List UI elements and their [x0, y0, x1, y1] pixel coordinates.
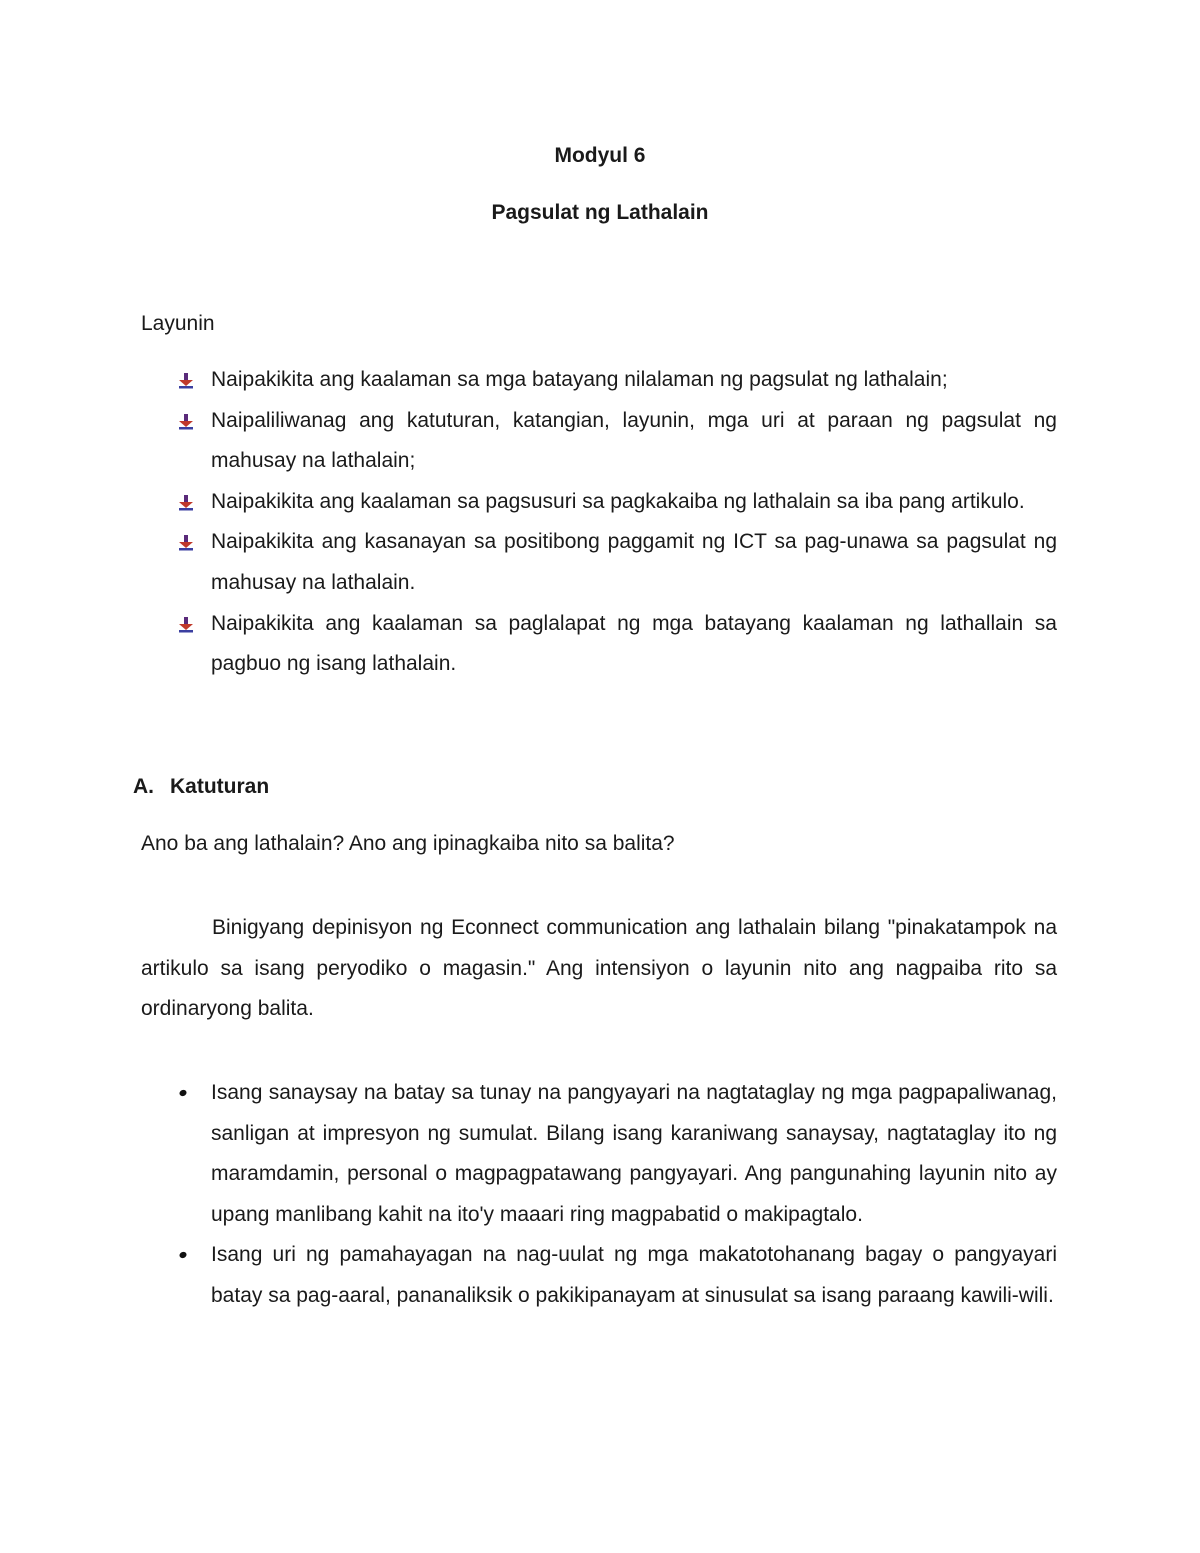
objective-text: Naipakikita ang kaalaman sa pagsusuri sa pagkakaiba ng lathalain sa iba pang artikulo. — [211, 489, 1025, 513]
objective-item — [175, 604, 1057, 685]
bullet-text: Isang uri ng pamahayagan na nag-uulat ng mga makatotohanang bagay o pangyayari batay sa pag-aaral, pananaliksik o pakikipanayam at sinusulat sa isang paraang kawili-wili. — [211, 1243, 1057, 1307]
arrow-bullet-icon — [179, 414, 193, 430]
section-title: Katuturan — [170, 775, 270, 798]
arrow-bullet-icon — [179, 617, 193, 633]
round-bullet-icon — [179, 1089, 187, 1097]
section-question: Ano ba ang lathalain? Ano ang ipinagkaiba nito sa balita? — [141, 832, 675, 855]
objective-text: Naipakikita ang kasanayan sa positibong paggamit ng ICT sa pag-unawa sa pagsulat ng mahusay na lathalain. — [211, 530, 1057, 594]
section-letter: A. — [133, 775, 154, 798]
objective-text: Naipaliliwanag ang katuturan, katangian, layunin, mga uri at paraan ng pagsulat ng mahusay na lathalain; — [211, 408, 1057, 473]
objective-item — [175, 482, 1057, 523]
page-subtitle: Pagsulat ng Lathalain — [491, 201, 709, 224]
objective-item — [175, 360, 1057, 401]
definition-paragraph: Binigyang depinisyon ng Econnect communication ang lathalain bilang "pinakatampok na artikulo sa isang peryodiko o magasin." Ang intensiyon o layunin nito ang nagpaiba rito sa ordinaryong balita. — [141, 916, 1057, 1021]
objective-item — [175, 522, 1057, 603]
section-heading — [133, 772, 269, 802]
objectives-list — [175, 360, 1057, 685]
objective-text: Naipakikita ang kaalaman sa paglalapat ng mga batayang kaalaman ng lathallain sa pagbuo ng isang lathalain. — [211, 611, 1057, 676]
objectives-label: Layunin — [141, 312, 215, 335]
arrow-bullet-icon — [179, 535, 193, 551]
definition-bullets — [175, 1073, 1057, 1317]
bullet-text: Isang sanaysay na batay sa tunay na pangyayari na nagtataglay ng mga pagpapaliwanag, sanligan at impresyon ng sumulat. Bilang isang karaniwang sanaysay, nagtataglay ito ng maramdamin, personal o magpagpatawang pangyayari. Ang pangunahing layunin nito ay upang manlibang kahit na ito'y maaari ring magpabatid o makipagtalo. — [211, 1081, 1057, 1226]
round-bullet-icon — [179, 1251, 187, 1259]
arrow-bullet-icon — [179, 495, 193, 511]
arrow-bullet-icon — [179, 373, 193, 389]
definition-bullet-item — [175, 1073, 1057, 1235]
definition-bullet-item — [175, 1235, 1057, 1316]
objective-text: Naipakikita ang kaalaman sa mga batayang nilalaman ng pagsulat ng lathalain; — [211, 368, 948, 391]
page-title: Modyul 6 — [554, 144, 646, 167]
objective-item — [175, 401, 1057, 482]
